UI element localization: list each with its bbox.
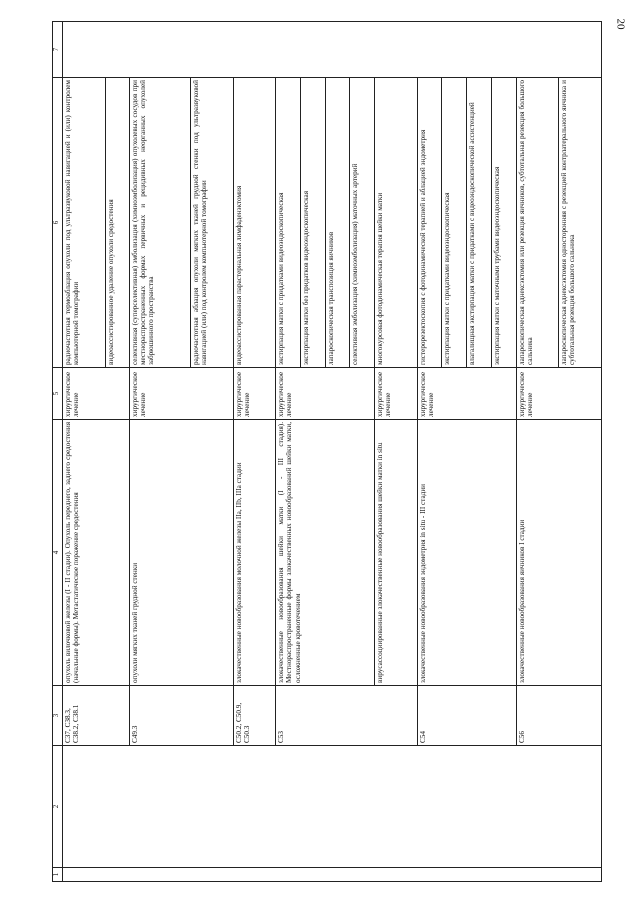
table-row: [63, 22, 106, 882]
treatment-cell: хирургическое лечение: [417, 368, 516, 420]
col-header: 6: [53, 78, 63, 368]
treatment-cell: хирургическое лечение: [276, 368, 375, 420]
method-cell: лапароскопическая аднексэктомия или резекция яичников, субтотальная резекция большого сальника: [516, 78, 559, 368]
diagnosis-cell: злокачественные новообразования шейки матки (I - III стадия). Местнораспространенные формы злокачественных новообразований шейки матки, осложненные кровотечением: [276, 420, 375, 686]
method-cell: радиочастотная термоаблация опухоли под ультразвуковой навигацией и (или) контролем компьютерной томографии: [63, 78, 106, 368]
method-cell: гистерорезектоскопия с фотодинамической терапией и аблацией эндометрия: [417, 78, 442, 368]
diagnosis-cell: вирусассоциированные злокачественные новообразования шейки матки in situ: [375, 420, 418, 686]
col-header: 2: [53, 746, 63, 868]
rotated-page: [52, 22, 602, 882]
method-cell: селективная (суперселективная) эмболизация (химиоэмболизация) опухолевых сосудов при местнораспространенных формах первичных и рецидивных неорганных опухолей забрюшинного пространства: [130, 78, 191, 368]
diagnosis-cell: опухоли мягких тканей грудной стенки: [130, 420, 233, 686]
method-cell: видеоассистированная парастернальная лимфаденэктомия: [233, 78, 276, 368]
method-cell: влагалищная экстирпация матки с придатками с видеоэндоскопической ассистенцией: [467, 78, 492, 368]
treatment-cell: хирургическое лечение: [375, 368, 418, 420]
treatment-table: [52, 21, 602, 882]
diagnosis-cell: злокачественные новообразования молочной железы IIa, IIb, IIIa стадии: [233, 420, 276, 686]
cell-empty: [63, 868, 602, 882]
col-header: 3: [53, 686, 63, 746]
header-row: [53, 22, 63, 882]
method-cell: лапароскопическая транспозиция яичников: [325, 78, 350, 368]
method-cell: многокурсовая фотодинамическая терапия шейки матки: [375, 78, 418, 368]
method-cell: видеоассистированное удаление опухоли средостения: [105, 78, 130, 368]
method-cell: селективная эмболизация (химиоэмболизация) маточных артерий: [350, 78, 375, 368]
diagnosis-cell: злокачественные новообразования эндометрия in situ - III стадии: [417, 420, 516, 686]
code-cell: C49.3: [130, 686, 233, 746]
method-cell: экстирпация матки с придатками видеоэндоскопическая: [276, 78, 301, 368]
method-cell: лапароскопическая аднексэктомия односторонняя с резекцией контрлатерального яичника и субтотальная резекция большого сальника: [559, 78, 602, 368]
method-cell: радиочастотная аблация опухоли мягких тканей грудной стенки под ультразвуковой навигацией (или) под контролем компьютерной томографии: [191, 78, 234, 368]
method-cell: экстирпация матки с придатками видеоэндоскопическая: [442, 78, 467, 368]
treatment-cell: хирургическое лечение: [233, 368, 276, 420]
method-cell: экстирпация матки с маточными трубами видеоэндоскопическая: [491, 78, 516, 368]
page-number: 20: [614, 18, 627, 30]
code-cell: C53: [276, 686, 417, 746]
col-header: 7: [53, 22, 63, 78]
col-header: 1: [53, 868, 63, 882]
treatment-cell: хирургическое лечение: [130, 368, 233, 420]
code-cell: C54: [417, 686, 516, 746]
code-cell: C56: [516, 686, 601, 746]
cell-empty: [63, 22, 602, 78]
method-cell: экстирпация матки без придатков видеоэндоскопическая: [301, 78, 326, 368]
diagnosis-cell: злокачественные новообразования яичников I стадии: [516, 420, 601, 686]
diagnosis-cell: опухоль вилочковой железы (I - II стадии). Опухоль переднего, заднего средостения (начальные формы). Метастатическое поражение средостения: [63, 420, 130, 686]
treatment-cell: хирургическое лечение: [63, 368, 130, 420]
treatment-cell: хирургическое лечение: [516, 368, 601, 420]
code-cell: C37, C38.3, C38.2, C38.1: [63, 686, 130, 746]
col-header: 4: [53, 420, 63, 686]
cell-empty: [63, 746, 602, 868]
col-header: 5: [53, 368, 63, 420]
code-cell: C50.2, C50.9, C50.3: [233, 686, 276, 746]
